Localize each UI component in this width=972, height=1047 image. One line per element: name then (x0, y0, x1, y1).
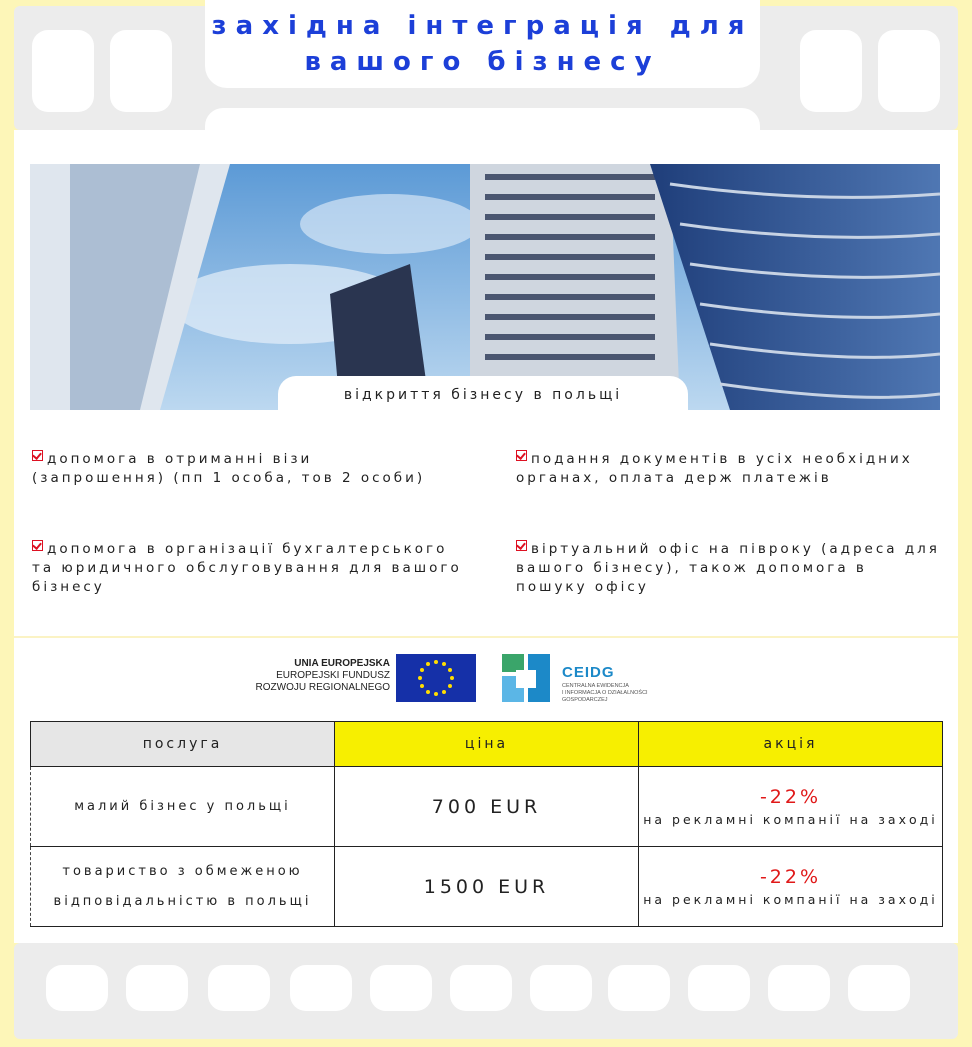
table-row (31, 847, 943, 927)
header-service: послуга (31, 722, 335, 767)
checkbox-icon (516, 450, 527, 461)
header-price: ціна (335, 722, 639, 767)
eu-logo-text: UNIA EUROPEJSKA EUROPEJSKI FUNDUSZ ROZWOJU REGIONALNEGO (255, 658, 390, 693)
checkbox-icon (32, 540, 43, 551)
eu-flag-icon (396, 654, 476, 702)
cell-promo (639, 847, 943, 927)
hero-caption: відкриття бізнесу в польщі (278, 376, 688, 412)
bullet-documents: подання документів в усіх необхідних органах, оплата держ платежів (516, 451, 913, 486)
cell-price: 1500 EUR (335, 847, 639, 927)
discount-value: -22% (759, 865, 822, 888)
pricing-table (30, 721, 943, 927)
cell-service: малий бізнес у польщі (31, 767, 335, 847)
header-promo: акція (639, 722, 943, 767)
ceidg-logo-text: CEIDG CENTRALNA EWIDENCJA I INFORMACJA O DZIAŁALNOŚCI GOSPODARCZEJ (562, 664, 648, 703)
promo-text: на рекламні компанії на заході (643, 811, 938, 827)
film-strip-bottom (14, 943, 958, 1039)
cell-service: товариство з обмеженою відповідальністю в польщі (31, 847, 335, 927)
ceidg-logo-icon (502, 654, 550, 702)
page-title-line1: західна інтеграція для (211, 11, 754, 41)
discount-value: -22% (759, 785, 822, 808)
promo-text: на рекламні компанії на заході (643, 891, 938, 907)
title-tab (205, 108, 760, 138)
cell-promo (639, 767, 943, 847)
bullet-accounting: допомога в організації бухгалтерського та юридичного обслуговування для вашого бізнесу (32, 541, 462, 595)
cell-price: 700 EUR (335, 767, 639, 847)
table-header-row (31, 722, 943, 767)
divider (14, 636, 958, 638)
page-title-line2: вашого бізнесу (304, 47, 661, 77)
bullet-virtual-office: віртуальний офіс на півроку (адреса для вашого бізнесу), також допомога в пошуку офісу (516, 541, 940, 595)
page-title-box (205, 0, 760, 88)
table-row (31, 767, 943, 847)
checkbox-icon (32, 450, 43, 461)
checkbox-icon (516, 540, 527, 551)
bullet-visa: допомога в отриманні візи (запрошення) (пп 1 особа, тов 2 особи) (32, 451, 426, 486)
hero-image-skyscrapers (30, 164, 940, 410)
